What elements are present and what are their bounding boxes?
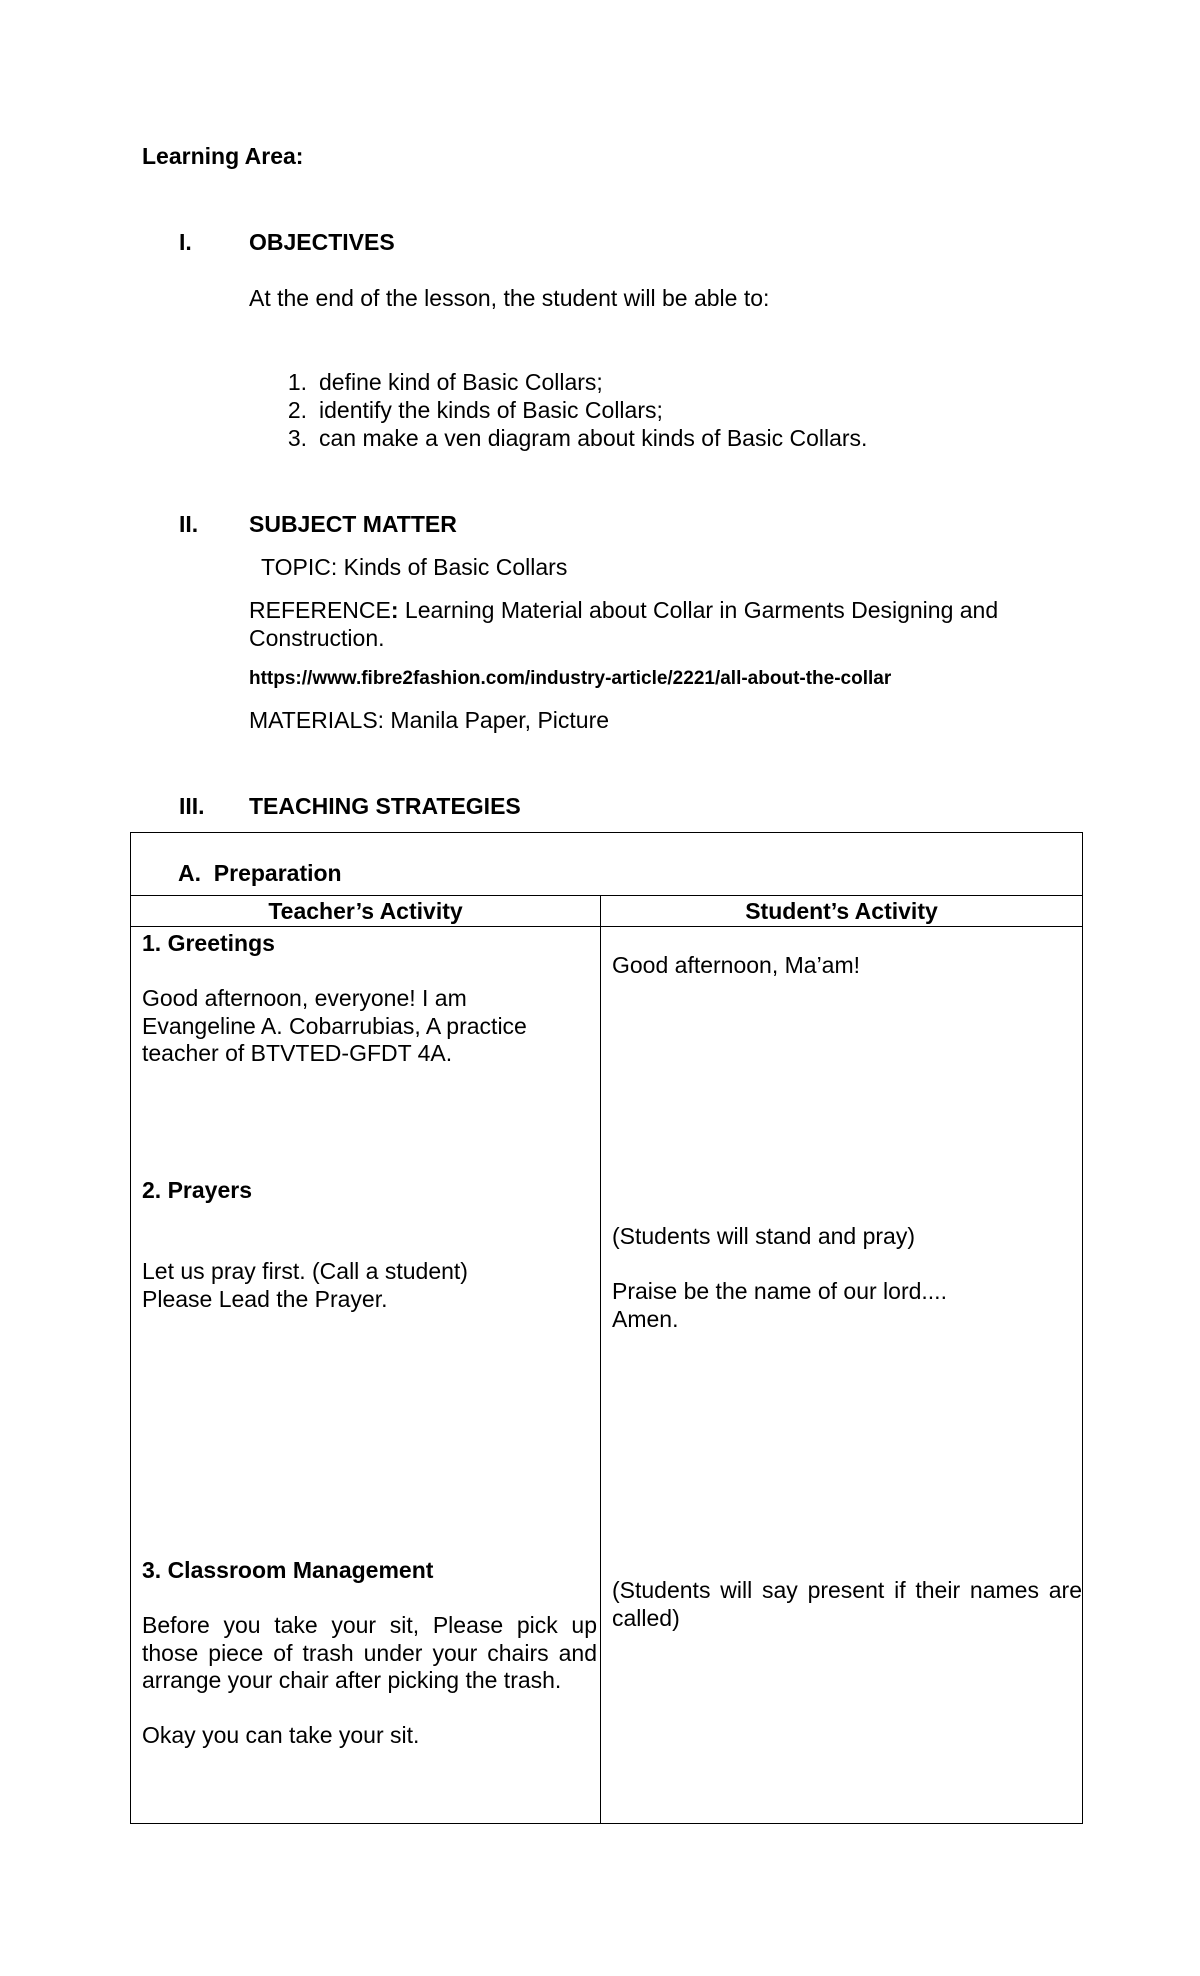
prayers-title: 2. Prayers (142, 1177, 252, 1203)
teaching-strategies-numeral: III. (179, 793, 205, 819)
teacher-activity-cell (131, 927, 601, 1824)
preparation-row (131, 833, 1083, 896)
list-item-number: 2. (287, 397, 307, 423)
greetings-teacher-line-1: Good afternoon, everyone! I am (142, 985, 467, 1011)
list-item (283, 396, 983, 424)
reference-line-2: Construction. (249, 625, 385, 651)
greetings-teacher-line-2: Evangeline A. Cobarrubias, A practice (142, 1012, 527, 1039)
preparation-label (178, 859, 342, 887)
teaching-strategies-heading: TEACHING STRATEGIES (249, 793, 521, 819)
preparation-letter: A. (178, 860, 201, 886)
reference-url-link[interactable]: https://www.fibre2fashion.com/industry-article/2221/all-about-the-collar (249, 668, 892, 689)
list-item-number: 1. (287, 369, 307, 395)
prayers-teacher-line-1: Let us pray first. (Call a student) (142, 1258, 468, 1284)
topic-line: TOPIC: Kinds of Basic Collars (261, 554, 568, 580)
student-activity-cell (601, 927, 1083, 1824)
student-activity-header: Student’s Activity (601, 896, 1083, 927)
table-header-row (131, 896, 1083, 927)
prayers-student-line-2: Amen. (612, 1305, 679, 1332)
list-item-text: can make a ven diagram about kinds of Basic Collars. (319, 425, 868, 451)
objectives-list (283, 368, 983, 452)
classroom-teacher-text-2: Okay you can take your sit. (142, 1722, 420, 1748)
list-item-text: identify the kinds of Basic Collars; (319, 397, 663, 423)
teaching-strategies-table (130, 832, 1083, 1824)
greetings-title: 1. Greetings (142, 930, 275, 956)
classroom-teacher-text: Before you take your sit, Please pick up those piece of trash under your chairs and arrange your chair after picking the trash. (142, 1612, 597, 1693)
classroom-title: 3. Classroom Management (142, 1557, 434, 1583)
objectives-intro: At the end of the lesson, the student will be able to: (249, 285, 770, 311)
classroom-student-text: (Students will say present if their names are called) (612, 1577, 1082, 1631)
list-item-number: 3. (287, 425, 307, 451)
list-item-text: define kind of Basic Collars; (319, 369, 603, 395)
subject-matter-heading: SUBJECT MATTER (249, 511, 457, 537)
prayers-teacher-line-2: Please Lead the Prayer. (142, 1285, 388, 1312)
list-item (283, 368, 983, 396)
subject-matter-numeral: II. (179, 511, 199, 537)
teacher-activity-header: Teacher’s Activity (131, 896, 601, 927)
greetings-teacher-line-3: teacher of BTVTED-GFDT 4A. (142, 1040, 453, 1066)
reference-line (249, 596, 998, 624)
objectives-heading: OBJECTIVES (249, 229, 395, 255)
reference-colon: : (390, 597, 399, 623)
objectives-numeral: I. (179, 229, 192, 255)
prayers-student-line-1: Praise be the name of our lord.... (612, 1278, 947, 1304)
materials-line: MATERIALS: Manila Paper, Picture (249, 707, 610, 733)
reference-text: Learning Material about Collar in Garments Designing and (398, 597, 999, 623)
reference-label: REFERENCE (249, 597, 391, 623)
prayers-student-note: (Students will stand and pray) (612, 1223, 915, 1249)
learning-area-label: Learning Area: (142, 143, 304, 169)
preparation-title: Preparation (213, 860, 342, 886)
table-row (131, 927, 1083, 1824)
greetings-student-text: Good afternoon, Ma’am! (612, 952, 861, 978)
list-item (283, 424, 983, 452)
